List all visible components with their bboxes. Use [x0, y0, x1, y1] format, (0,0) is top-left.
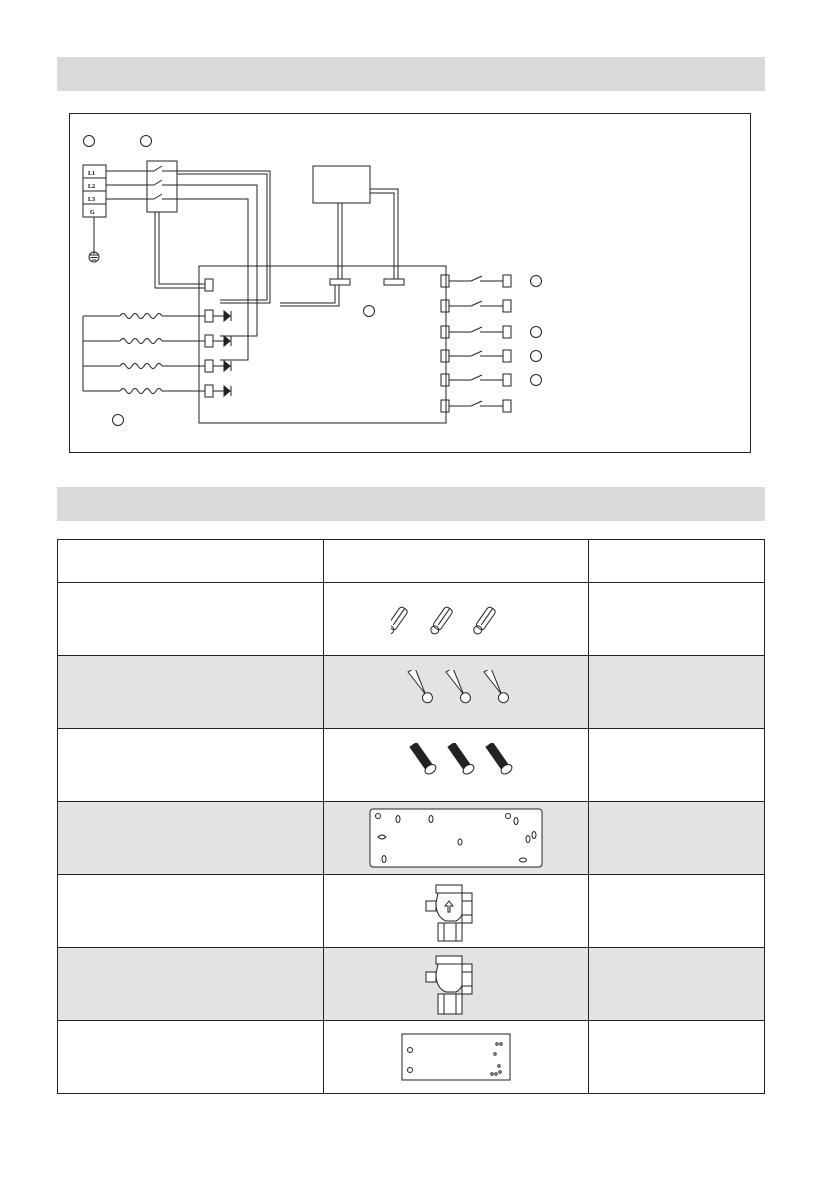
callout-circle-3: [364, 306, 375, 317]
triac-icons: [224, 311, 231, 396]
row-image: [323, 583, 588, 656]
heating-elements: [83, 314, 205, 394]
callout-circle-2: [141, 136, 152, 147]
terminal-label-g: G: [90, 210, 95, 216]
table-row: [58, 948, 765, 1021]
row-image: [323, 656, 588, 729]
row-name: [58, 802, 324, 875]
terminal-label-l3: L3: [88, 197, 96, 203]
row-image: [323, 729, 588, 802]
board-connector-1: [330, 279, 350, 285]
wiring-diagram-drawing: [70, 114, 752, 454]
header-name: [58, 540, 324, 583]
accessories-section-header: [57, 487, 765, 521]
row-name: [58, 948, 324, 1021]
header-quantity: [588, 540, 764, 583]
row-quantity: [588, 802, 764, 875]
row-image: [323, 948, 588, 1021]
callout-circle-7: [531, 375, 542, 386]
wall-plug-anchors-icon: [391, 602, 521, 636]
machine-bolts-icon: [396, 743, 516, 787]
row-quantity: [588, 583, 764, 656]
row-image: [323, 1021, 588, 1094]
wiring-diagram: [69, 113, 751, 453]
callout-circle-5: [531, 327, 542, 338]
cover-plate-icon: [396, 1030, 516, 1084]
callout-circle-1: [84, 136, 95, 147]
board-connector-2: [384, 279, 404, 285]
terminal-label-l1: L1: [88, 171, 96, 177]
inlet-valve-icon: [416, 952, 496, 1016]
wood-screws-icon: [396, 670, 516, 714]
terminal-label-l2: L2: [88, 184, 96, 190]
table-row: [58, 583, 765, 656]
row-image: [323, 802, 588, 875]
row-name: [58, 656, 324, 729]
wiring-section-header: [57, 57, 765, 91]
power-input-connector: [205, 279, 213, 291]
header-image: [323, 540, 588, 583]
callout-circle-6: [531, 351, 542, 362]
control-board: [199, 266, 446, 423]
row-quantity: [588, 1021, 764, 1094]
pressure-relief-valve-icon: [416, 879, 496, 943]
row-name: [58, 875, 324, 948]
row-quantity: [588, 729, 764, 802]
display-panel: [313, 166, 370, 203]
row-name: [58, 1021, 324, 1094]
table-row: [58, 729, 765, 802]
row-quantity: [588, 656, 764, 729]
table-row: [58, 1021, 765, 1094]
mounting-bracket-icon: [368, 807, 544, 869]
table-header-row: [58, 540, 765, 583]
row-quantity: [588, 875, 764, 948]
accessories-table: [57, 539, 765, 1094]
table-row: [58, 875, 765, 948]
callout-circle-4: [531, 276, 542, 287]
table-row: [58, 802, 765, 875]
row-image: [323, 875, 588, 948]
row-name: [58, 729, 324, 802]
row-quantity: [588, 948, 764, 1021]
sensor-connectors: [441, 275, 511, 412]
table-row: [58, 656, 765, 729]
callout-circle-8: [113, 415, 124, 426]
thermal-cutout-switch: [147, 161, 177, 212]
row-name: [58, 583, 324, 656]
